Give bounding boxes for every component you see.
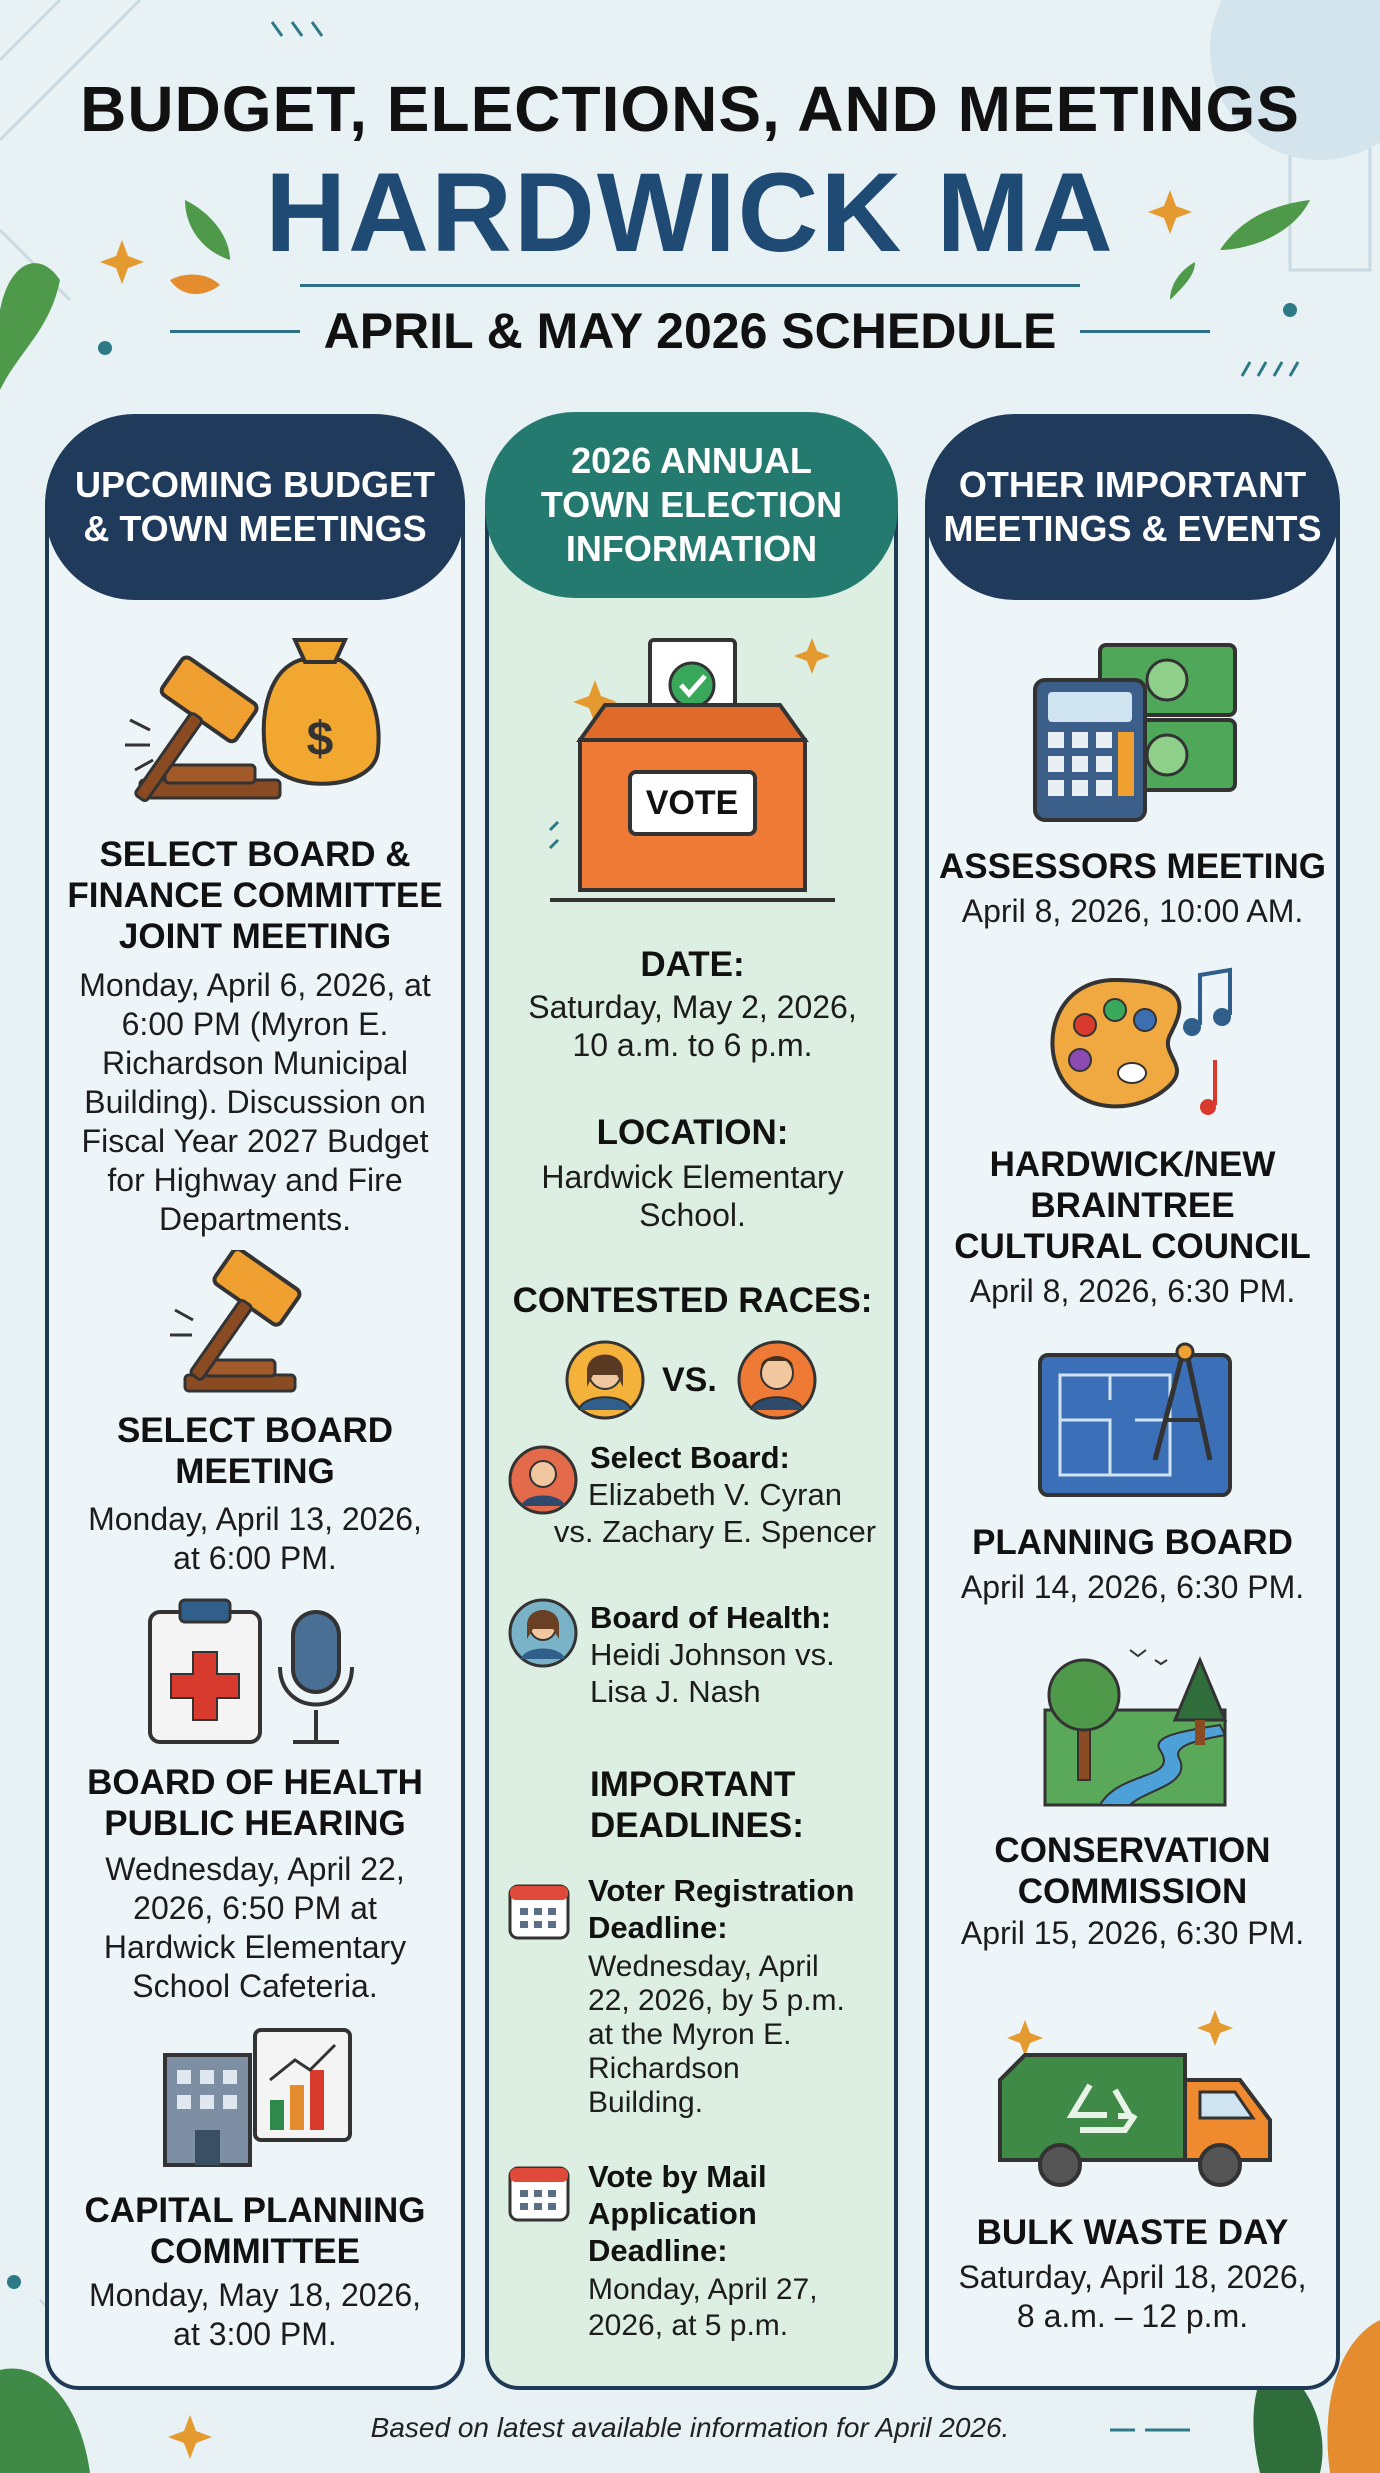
ballot-box-icon (540, 630, 840, 910)
leaf-icon (170, 275, 220, 295)
candidate-woman-icon (565, 1335, 645, 1425)
svg-text:$: $ (306, 713, 334, 766)
calculator-money-icon (1030, 640, 1240, 825)
election-date-value: Saturday, May 2, 2026, 10 a.m. to 6 p.m. (528, 989, 857, 1063)
garbage-truck-icon (995, 2000, 1280, 2190)
calendar-icon (506, 1876, 572, 1942)
race-title: Board of Health: (590, 1600, 832, 1635)
ballot-label: VOTE (645, 784, 739, 822)
event-details: April 8, 2026, 6:30 PM. (969, 1273, 1296, 1309)
building-chart-icon (155, 2020, 355, 2170)
race-candidates: Heidi Johnson vs. Lisa J. Nash (590, 1637, 835, 1709)
election-column-heading: 2026 ANNUAL TOWN ELECTION INFORMATION (485, 412, 898, 598)
candidate-avatar-icon (507, 1595, 579, 1671)
election-date-label: DATE: (640, 945, 745, 984)
budget-column-heading: UPCOMING BUDGET & TOWN MEETINGS (45, 414, 465, 600)
event-title: SELECT BOARD & FINANCE COMMITTEE JOINT MEETING (67, 835, 443, 956)
event-title: CONSERVATION COMMISSION (994, 1831, 1271, 1911)
deadline-details: Monday, April 27, 2026, at 5 p.m. (588, 2273, 818, 2342)
election-location-value: Hardwick Elementary School. (541, 1159, 844, 1233)
calendar-icon (506, 2158, 572, 2224)
event-details: Saturday, April 18, 2026, 8 a.m. – 12 p.m. (958, 2259, 1307, 2334)
deadline-title: Vote by Mail Application Deadline: (588, 2159, 767, 2268)
deadline-title: Voter Registration Deadline: (588, 1873, 855, 1945)
event-details: Monday, April 13, 2026, at 6:00 PM. (88, 1501, 422, 1576)
gavel-money-bag-icon (120, 630, 390, 810)
candidate-man-icon (737, 1335, 817, 1425)
event-title: CAPITAL PLANNING COMMITTEE (84, 2191, 426, 2271)
event-title: PLANNING BOARD (972, 1523, 1293, 1562)
page-subtitle: APRIL & MAY 2026 SCHEDULE (323, 303, 1057, 359)
gavel-icon (170, 1250, 360, 1400)
blueprint-compass-icon (1035, 1340, 1235, 1505)
page-supertitle: BUDGET, ELECTIONS, AND MEETINGS (80, 73, 1300, 145)
event-details: April 8, 2026, 10:00 AM. (961, 893, 1304, 929)
contested-races-label: CONTESTED RACES: (512, 1281, 873, 1320)
event-details: April 15, 2026, 6:30 PM. (960, 1915, 1305, 1951)
race-candidates: Elizabeth V. Cyran vs. Zachary E. Spencer (553, 1477, 877, 1549)
tree-river-icon (1040, 1640, 1230, 1810)
deadline-details: Wednesday, April 22, 2026, by 5 p.m. at the Myron E. Richardson Building. (588, 1950, 845, 2119)
page-title: HARDWICK MA (265, 150, 1115, 275)
event-title: SELECT BOARD MEETING (116, 1411, 394, 1491)
election-location-label: LOCATION: (596, 1113, 789, 1152)
event-title: BOARD OF HEALTH PUBLIC HEARING (87, 1763, 423, 1843)
paint-palette-music-icon (1040, 965, 1240, 1120)
other-events-column-heading: OTHER IMPORTANT MEETINGS & EVENTS (925, 414, 1340, 600)
deadlines-label: IMPORTANT DEADLINES: (590, 1765, 804, 1845)
race-title: Select Board: (590, 1440, 790, 1475)
event-title: ASSESSORS MEETING (938, 847, 1327, 886)
title-divider (300, 284, 1080, 287)
footer-note: Based on latest available information for April 2026. (370, 2412, 1010, 2443)
event-details: April 14, 2026, 6:30 PM. (960, 1569, 1305, 1605)
versus-label: VS. (662, 1361, 717, 1399)
event-title: BULK WASTE DAY (976, 2213, 1289, 2252)
event-details: Monday, May 18, 2026, at 3:00 PM. (88, 2277, 422, 2352)
event-title: HARDWICK/NEW BRAINTREE CULTURAL COUNCIL (954, 1145, 1311, 1266)
clipboard-microphone-icon (145, 1592, 365, 1752)
event-details: Monday, April 6, 2026, at 6:00 PM (Myron E. Richardson Municipal Building). Discussion on Fiscal Year 2027 Budget for Highway and Fire Departments. (79, 967, 431, 1237)
event-details: Wednesday, April 22, 2026, 6:50 PM at Hardwick Elementary School Cafeteria. (103, 1851, 407, 2004)
